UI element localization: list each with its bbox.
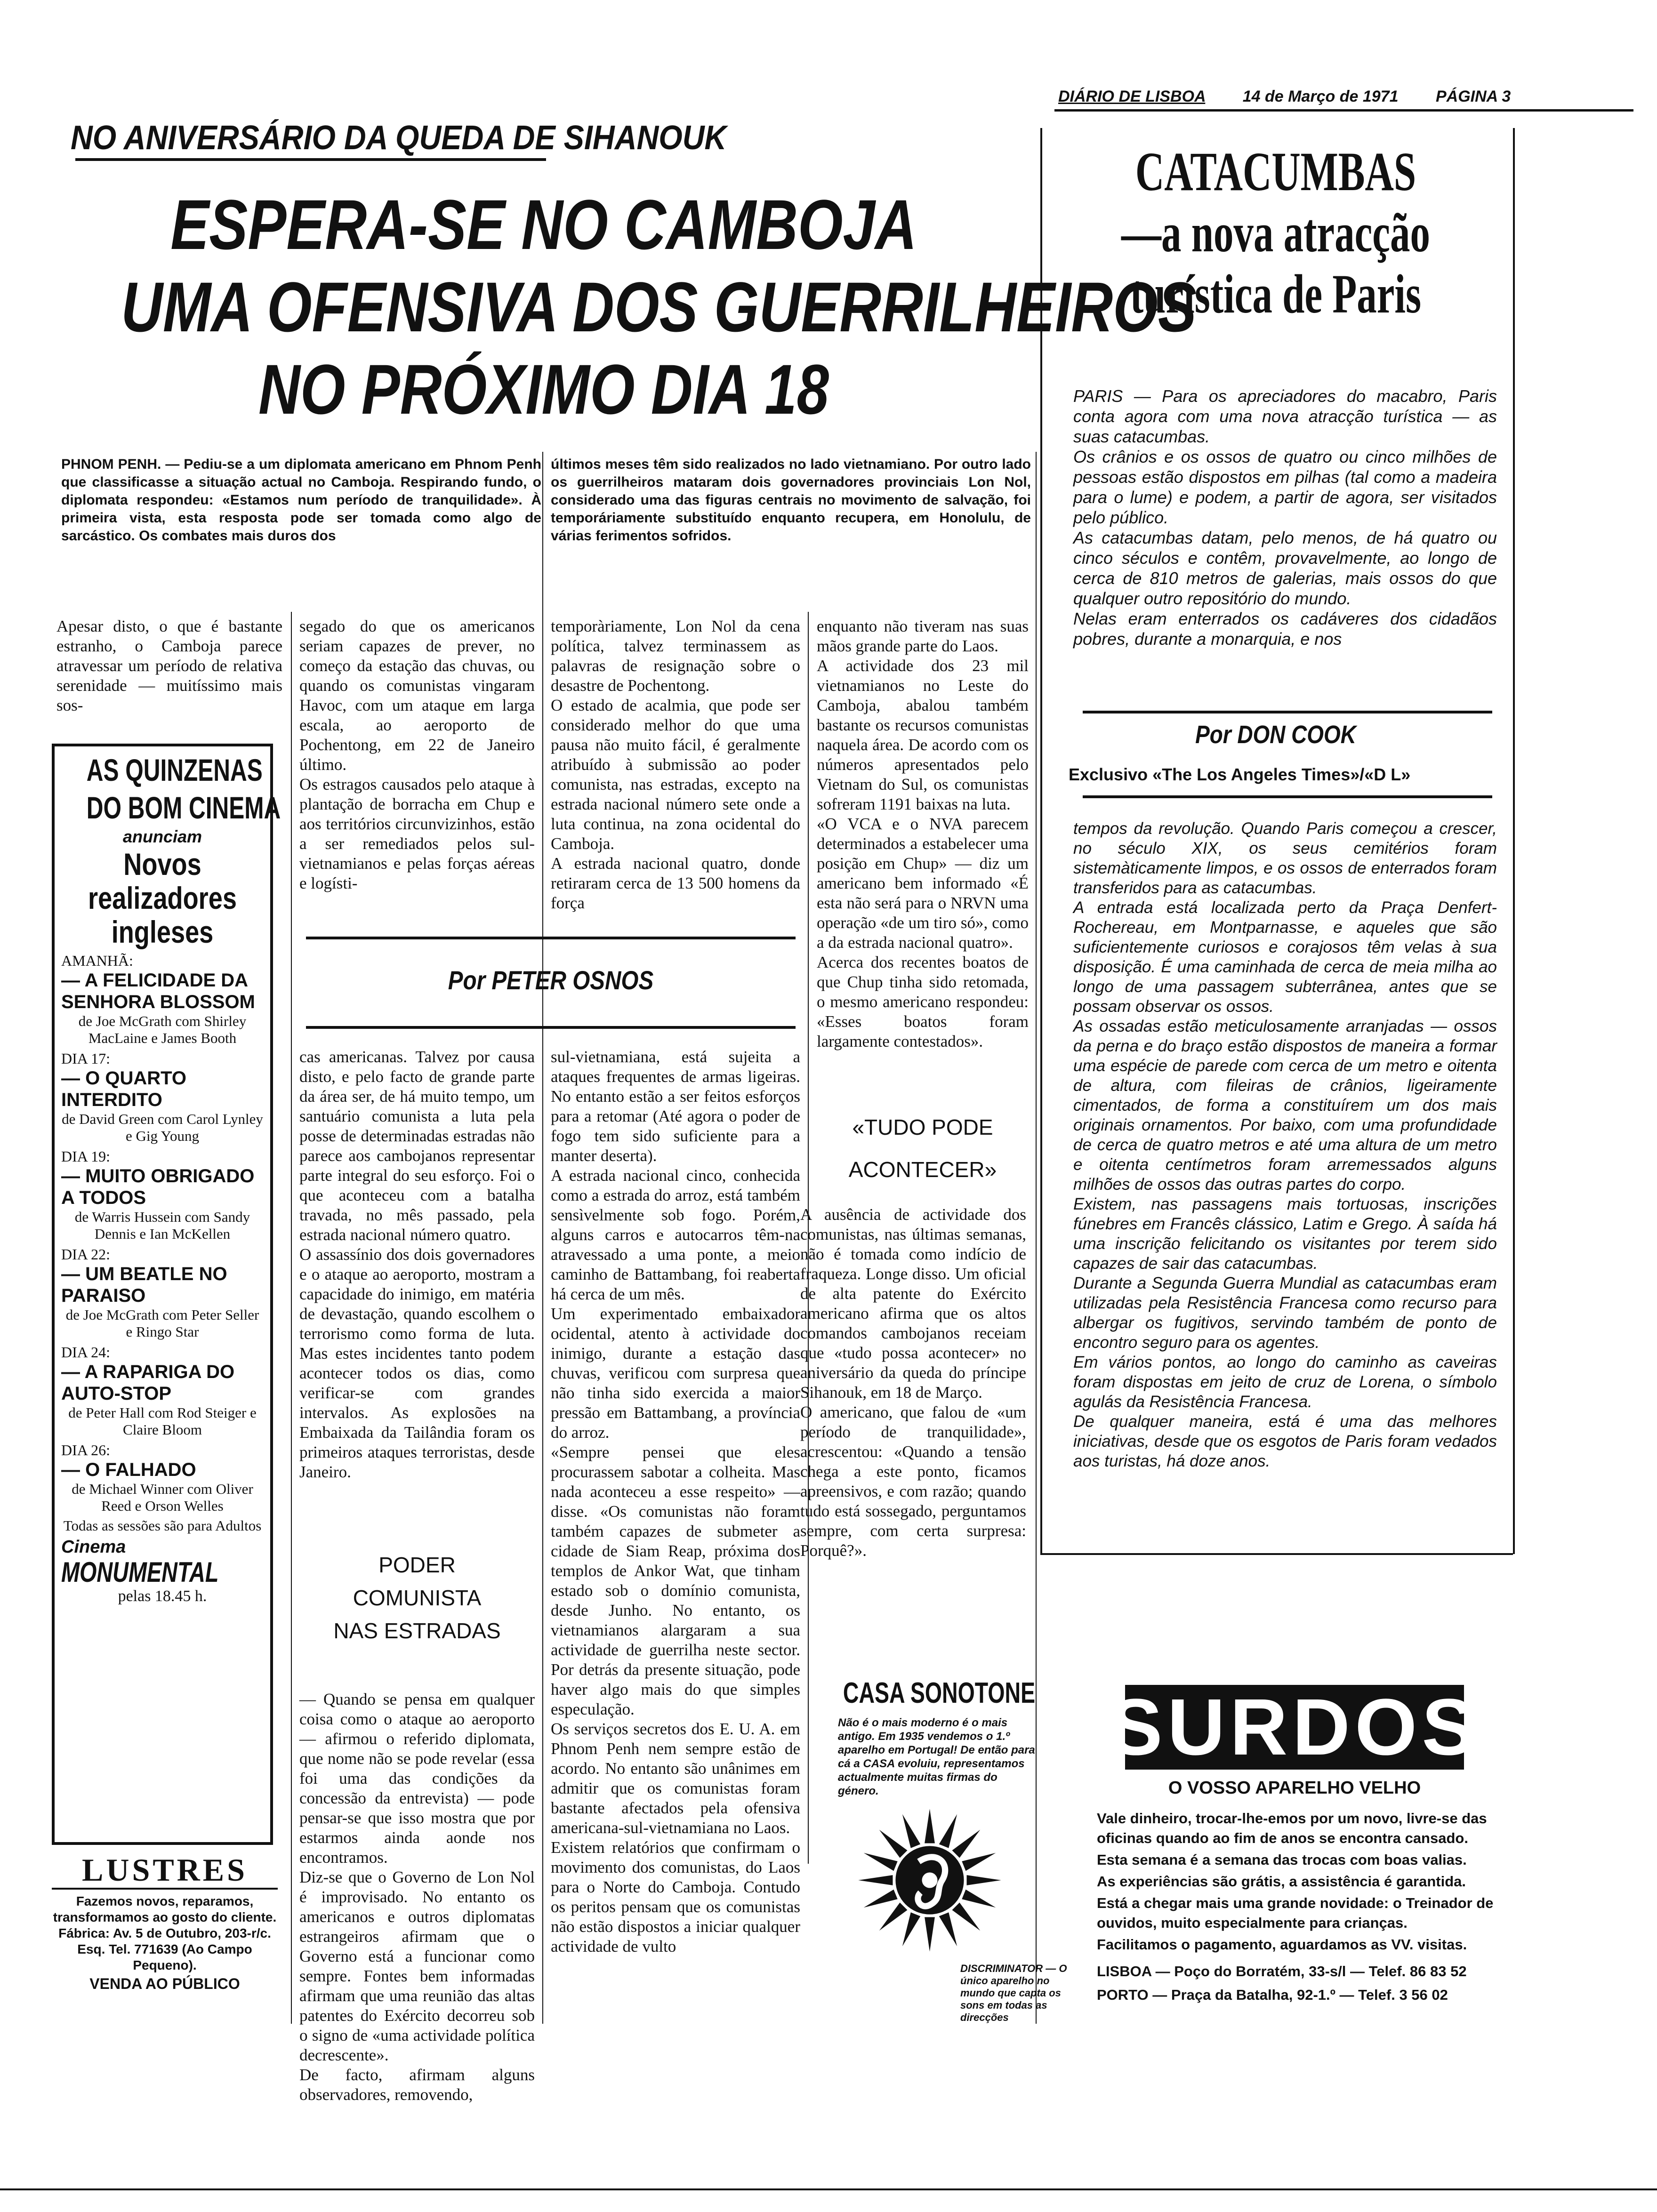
cinema-box <box>52 744 281 1845</box>
col4-bottom: A ausência de actividade dos comunistas, nas últimas semanas, não é tomada como indício de fraqueza. Longe disso. Um oficial de alta patente do Exército americano afirma que os altos comandos cambojanos receiam que «tudo possa acontecer» no aniversário da queda do príncipe Sihanouk, em 18 de Março. O americano, que falou de «um período de tranquilidade», acrescentou: «Quando a tensão chega a este ponto, ficamos apreensivos, e com razão; quando tudo está sossegado, perguntamos sempre, com certa surpresa: Porquê?». <box>800 1205 1026 1560</box>
sonotone-title: CASA SONOTONE <box>843 1677 1036 1709</box>
byline-rule-bottom <box>306 1026 796 1029</box>
byline-rule-top <box>306 937 796 939</box>
cinema-entry <box>61 1343 264 1438</box>
side-headline-2: —a nova atracção <box>1121 202 1430 264</box>
kicker-rule <box>75 158 546 161</box>
cinema-entry-credits: de Peter Hall com Rod Steiger e Claire Bloom <box>68 1404 257 1438</box>
cinema-time: pelas 18.45 h. <box>118 1587 207 1605</box>
surdos-paragraph: As experiências são grátis, a assistência é garantida. <box>1097 1873 1466 1890</box>
cinema-entry-day: DIA 24: <box>61 1344 110 1361</box>
col2-after: — Quando se pensa em qualquer coisa como o ataque ao aeroporto — afirmou o referido diplomata, que nome não se pode revelar (essa foi uma das condições da concessão da entrevista) — pode pensar-se que isso mostra que por estarmos ainda aonde nos encontramos. Diz-se que o Governo de Lon Nol é improvisado. No entanto os americanos e outros diplomatas estrangeiros afirmam que o Governo está a funcionar como sempre. Fontes bem informadas afirmam que uma reunião das altas patentes do Exército decorreu sob o signo de «uma actividade política decrescente». De facto, afirmam alguns observadores, removendo, <box>299 1690 535 2104</box>
masthead-paper: DIÁRIO DE LISBOA <box>1058 88 1206 105</box>
cinema-entry-title: — O FALHADO <box>61 1459 196 1480</box>
cinema-entry-title: — O QUARTO INTERDITO <box>61 1068 186 1110</box>
ray-mark <box>939 1814 957 1848</box>
lead-right: últimos meses têm sido realizados no lado vietnamiano. Por outro lado os guerrilheiros mataram dois governadores provinciais Lon Nol, considerado uma das figuras centrais no movimento de salvação, foi temporáriamente substituído enquanto recupera, em Honolulu, de várias ferimentos sofridos. <box>551 457 1031 544</box>
lead-left: PHNOM PENH. — Pediu-se a um diplomata americano em Phnom Penh que classificasse a situação actual no Camboja. Respirando fundo, o diplomata respondeu: «Estamos num período de tranquilidade». À primeira vista, esta resposta pode ser tomada como algo de sarcástico. Os combates mais duros dos <box>61 457 541 544</box>
cinema-entry-credits: de Warris Hussein com Sandy Dennis e Ian McKellen <box>74 1209 250 1242</box>
ray-mark <box>902 1912 920 1946</box>
col3-bottom: sul-vietnamiana, está sujeita a ataques frequentes de armas ligeiras. No entanto estão a ser feitos esforços para a retomar (Até agora o poder de fogo tem sido suficiente para a manter deserta). A estrada nacional cinco, conhecida como a estrada do arroz, está também sensìvelmente sob fogo. Porém, alguns carros e autocarros têm-na atravessado a uma ponte, a meio caminho de Battambang, foi reaberta há cerca de um mês. Um experimentado embaixador ocidental, atento à actividade do inimigo, durante a estação das chuvas, verificou com surpresa que não tinha sido exercida a maior pressão em Battambang, a província do arroz. «Sempre pensei que eles procurassem sabotar a colheita. Mas nada aconteceu a esse respeito» — disse. «Os comunistas não foram também capazes de submeter a cidade de Siam Reap, próxima dos templos de Ankor Wat, que tinham estado sob o domínio comunista, desde Junho. No entanto, os vietnamianos alargaram a sua actividade de guerrilha neste sector. Por detrás da presente situação, pode haver algo mais do que simples especulação. Os serviços secretos dos E. U. A. em Phnom Penh nem sempre estão de acordo. No entanto são unânimes em admitir que os comunistas foram bastante afectados pela ofensiva americana-sul-vietnamiana no Laos. Existem relatórios que confirmam o movimento dos comunistas, do Laos para o Norte do Camboja. Contudo os peritos pensam que os comunistas não estão dispostos a iniciar qualquer actividade de vulto <box>551 1048 800 1956</box>
surdos-paragraph: Esta semana é a semana das trocas com boas valias. <box>1097 1851 1467 1868</box>
col1-text: Apesar disto, o que é bastante estranho, o Camboja parece atravessar um período de relativa serenidade — muitíssimo mais sos- <box>56 617 282 714</box>
side-exclusive: Exclusivo «The Los Angeles Times»/«D L» <box>1069 765 1411 784</box>
lustres-footer: VENDA AO PÚBLICO <box>89 1975 240 1992</box>
ear-illustration-icon <box>852 1803 1007 1958</box>
page-edge-bottom <box>0 2188 1657 2190</box>
surdos-lisboa: LISBOA — Poço do Borratém, 33-s/l — Telef. 86 83 52 <box>1097 1963 1467 1980</box>
cinema-entries <box>61 952 264 1515</box>
surdos-subtitle: O VOSSO APARELHO VELHO <box>1168 1778 1421 1798</box>
ray-mark <box>925 1809 935 1843</box>
headline-line-2: UMA OFENSIVA DOS GUERRILHEIROS <box>121 267 1197 346</box>
ray-mark <box>925 1917 935 1952</box>
cinema-entry-credits: de Michael Winner com Oliver Reed e Orson Welles <box>72 1481 253 1514</box>
ray-mark <box>967 1875 1001 1885</box>
cinema-entry-title: — A RAPARIGA DO AUTO-STOP <box>61 1362 235 1404</box>
ray-mark <box>952 1903 981 1931</box>
kicker: NO ANIVERSÁRIO DA QUEDA DE SIHANOUK <box>71 119 727 157</box>
surdos-paragraphs <box>1097 1809 1502 1955</box>
side-headline <box>1045 141 1506 325</box>
ray-mark <box>864 1890 898 1907</box>
cinema-entry-day: DIA 19: <box>61 1148 110 1165</box>
subhead-tudo <box>817 1106 1029 1191</box>
subhead-tudo-1: «TUDO PODE <box>852 1115 993 1139</box>
cinema-entry <box>61 1050 264 1145</box>
lustres-ad <box>52 1852 278 1993</box>
surdos-title: SURDOS <box>1109 1683 1480 1772</box>
sonotone-caption: DISCRIMINATOR — O único aparelho no mundo que capta os sons em todas as direcções <box>960 1963 1067 2023</box>
sonotone-ad <box>805 1675 1073 2024</box>
cinema-entry <box>61 1147 264 1242</box>
side-byline: Por DON COOK <box>1195 721 1356 749</box>
col3-top: temporàriamente, Lon Nol da cena política, talvez terminassem as palavras de resignação sobre o desastre de Pochentong. O estado de acalmia, que pode ser considerado melhor do que uma pausa não muito fácil, é geralmente atribuído à submissão ao poder comunista, nas estradas, excepto na estrada nacional número sete onde a luta continua, na zona ocidental do Camboja. A estrada nacional quatro, donde retiraram cerca de 13 500 homens da força <box>551 617 800 912</box>
subhead-poder-1: PODER <box>378 1553 456 1577</box>
side-headline-1: CATACUMBAS <box>1135 141 1416 202</box>
cinema-entry <box>61 952 264 1047</box>
col-rule-2 <box>542 452 543 2024</box>
col4-top: enquanto não tiveram nas suas mãos grande parte do Laos. A actividade dos 23 mil vietnamianos no Leste do Camboja, abalou também bastante os recursos comunistas naquela área. De acordo com os números apresentados pelo Vietnam do Sul, os comunistas sofreram 1191 baixas na luta. «O VCA e o NVA parecem determinados a estabelecer uma posição em Chup» — diz um americano bem informado «É esta não será para o NRVN uma operação «de um tiro só», como a da estrada nacional quatro». Acerca dos recentes boatos de que Chup tinha sido retomada, o mesmo americano respondeu: «Esses boatos foram largamente contestados». <box>817 617 1029 1050</box>
ray-mark <box>902 1814 920 1848</box>
cinema-title-2: DO BOM CINEMA <box>86 790 281 825</box>
masthead-page: PÁGINA 3 <box>1435 88 1511 105</box>
headline <box>28 184 1197 431</box>
ray-mark <box>879 1830 908 1858</box>
subhead-poder-3: NAS ESTRADAS <box>333 1619 501 1643</box>
cinema-entry <box>61 1441 264 1515</box>
byline-osnos: Por PETER OSNOS <box>448 965 654 995</box>
ray-mark <box>939 1912 957 1946</box>
sonotone-text: Não é o mais moderno é o mais antigo. Em 1935 vendemos o 1.º aparelho em Portugal! De então para cá a CASA evoluiu, representamos actualmente muitas firmas do género. <box>838 1716 1035 1797</box>
surdos-porto: PORTO — Praça da Batalha, 92-1.º — Telef. 3 56 02 <box>1097 1987 1448 2003</box>
lustres-body: Fazemos novos, reparamos, transformamos ao gosto do cliente. Fábrica: Av. 5 de Outubro, 203-r/c. Esq. Tel. 771639 (Ao Campo Pequeno). <box>53 1894 277 1972</box>
masthead-date: 14 de Março de 1971 <box>1242 88 1399 105</box>
col-rule-1 <box>291 612 292 2024</box>
cinema-entry-title: — A FELICIDADE DA SENHORA BLOSSOM <box>61 970 255 1012</box>
cinema-note: Todas as sessões são para Adultos <box>63 1517 262 1534</box>
masthead-rule <box>1054 109 1633 112</box>
cinema-entry <box>61 1245 264 1340</box>
cinema-title-1: AS QUINZENAS <box>86 753 263 787</box>
cinema-subtitle-1: Novos <box>123 847 201 882</box>
cinema-entry-day: DIA 22: <box>61 1246 110 1263</box>
col2-top: segado do que os americanos seriam capazes de prever, no começo da estação das chuvas, ou quando os comunistas vingaram Havoc, com um ataque em larga escala, ao aeroporto de Pochentong, em 22 de Janeiro último. Os estragos causados pelo ataque à plantação de borracha em Chup e aos territórios circunvizinhos, estão a ser remediados pelos sul-vietnamianos e pelas forças aéreas e logísti- <box>299 617 535 892</box>
cinema-announce: anunciam <box>122 827 202 846</box>
masthead <box>1058 88 1633 106</box>
subhead-poder <box>299 1548 535 1647</box>
surdos-banner <box>1109 1683 1480 1772</box>
ray-mark <box>864 1853 898 1871</box>
cinema-entry-day: DIA 26: <box>61 1442 110 1459</box>
col2-bottom: cas americanas. Talvez por causa disto, e pelo facto de grande parte da área ser, de há muito tempo, um santuário comunista a luta pela posse de determinadas estradas não parece aos cambojanos representar parte integral do seu esforço. Foi o que aconteceu com a batalha travada, no mês passado, pela estrada nacional número quatro. O assassínio dos dois governadores e o ataque ao aeroporto, mostram a capacidade do inimigo, em matéria de devastação, quando escolhem o terrorismo como forma de luta. Mas estes incidentes tanto podem acontecer todos os dias, como verificar-se com grandes intervalos. As explosões na Embaixada da Tailândia foram os primeiros ataques terroristas, desde Janeiro. <box>299 1048 535 1481</box>
subhead-poder-2: COMUNISTA <box>353 1586 482 1610</box>
ray-mark <box>858 1875 893 1885</box>
ray-mark <box>962 1890 996 1907</box>
side-headline-3: turística de Paris <box>1130 263 1422 325</box>
cinema-entry-credits: de Joe McGrath com Shirley MacLaine e James Booth <box>78 1013 247 1046</box>
cinema-subtitle-2: realizadores <box>88 881 237 915</box>
side-story-bottom-rule <box>1040 1553 1513 1555</box>
headline-line-3: NO PRÓXIMO DIA 18 <box>258 350 829 429</box>
cinema-label: Cinema <box>61 1537 126 1557</box>
cinema-entry-day: DIA 17: <box>61 1050 110 1067</box>
lustres-title: LUSTRES <box>52 1852 278 1890</box>
side-byline-rule-top <box>1083 711 1492 713</box>
cinema-entry-credits: de Joe McGrath com Peter Seller e Ringo Star <box>65 1306 259 1340</box>
surdos-paragraph: Facilitamos o pagamento, aguardamos as VV. visitas. <box>1097 1936 1467 1953</box>
side-intro: PARIS — Para os apreciadores do macabro, Paris conta agora com uma nova atracção turística — as suas catacumbas. Os crânios e os ossos de quatro ou cinco milhões de pessoas estão dispostos em pilhas (tal como a madeira para o lume) e podem, a partir de agora, ser visitados pelo público. As catacumbas datam, pelo menos, de há quatro ou cinco séculos e contêm, provavelmente, ao longo de cerca de 810 metros de galerias, mais ossos do que qualquer outro repositório do mundo. Nelas eram enterrados os cadáveres dos cidadãos pobres, durante a monarquia, e nos <box>1073 386 1497 649</box>
cinema-entry-title: — MUITO OBRIGADO A TODOS <box>61 1166 255 1208</box>
cinema-subtitle-3: ingleses <box>111 914 214 949</box>
surdos-ad <box>1078 1675 1511 2024</box>
ray-mark <box>962 1853 996 1871</box>
ray-mark <box>879 1903 908 1931</box>
cinema-venue: MONUMENTAL <box>61 1556 219 1588</box>
ray-mark <box>952 1830 981 1858</box>
headline-line-1: ESPERA-SE NO CAMBOJA <box>170 185 917 264</box>
surdos-paragraph: Vale dinheiro, trocar-lhe-emos por um novo, livre-se das oficinas quando ao fim de anos se encontra cansado. <box>1097 1810 1487 1846</box>
side-byline-rule-bottom <box>1083 795 1492 798</box>
cinema-entry-day: AMANHÃ: <box>61 952 133 969</box>
cinema-entry-credits: de David Green com Carol Lynley e Gig Young <box>62 1111 263 1144</box>
subhead-tudo-2: ACONTECER» <box>848 1157 997 1182</box>
side-body: tempos da revolução. Quando Paris começou a crescer, no século XIX, os seus cemitérios foram sistemàticamente limpos, e os ossos de enterrados foram transferidos para as catacumbas. A entrada está localizada perto da Praça Denfert-Rochereau, em Montparnasse, e aqueles que são suficientemente curiosos e corajosos têm velas à sua disposição. É uma caminhada de cerca de meia milha ao longo de uma passagem subterrânea, antes que se possam observar os ossos. As ossadas estão meticulosamente arranjadas — ossos da perna e do braço estão dispostos de maneira a formar uma espécie de parede com cerca de um metro e oitenta de altura, com fileiras de crânios, ligeiramente cimentados, de forma a constituírem um dos mais originais ornamentos. Por baixo, com uma profundidade de cerca de quatro metros e até uma altura de um metro e oitenta centímetros foram arremessados alguns milhões de ossos das outras partes do corpo. Existem, nas passagens mais tortuosas, inscrições fúnebres em Francês clássico, Latim e Grego. À saída há uma inscrição felicitando os visitantes por terem sido capazes de sair das catacumbas. Durante a Segunda Guerra Mundial as catacumbas eram utilizadas pela Resistência Francesa como recurso para albergar os fugitivos, servindo também de ponto de encontro seguro para os agentes. Em vários pontos, ao longo do caminho as caveiras foram dispostas em jeito de cruz de Lorena, o símbolo agulás da Resistência Francesa. De qualquer maneira, está é uma das melhores iniciativas, desde que os esgotos de Paris foram vedados aos turistas, há doze anos. <box>1073 819 1497 1470</box>
surdos-paragraph: Está a chegar mais uma grande novidade: o Treinador de ouvidos, muito especialmente para crianças. <box>1097 1895 1494 1931</box>
cinema-entry-title: — UM BEATLE NO PARAISO <box>61 1264 227 1306</box>
